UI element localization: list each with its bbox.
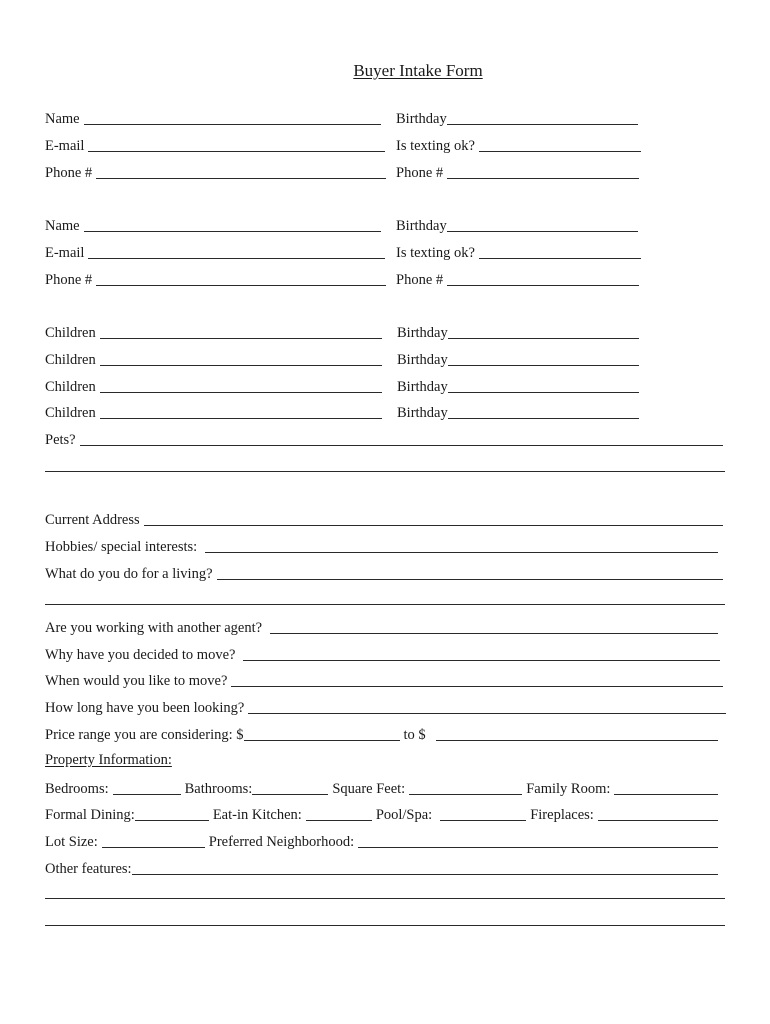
texting-label: Is texting ok?: [396, 245, 475, 261]
email-line[interactable]: [88, 258, 385, 259]
lot-size-line[interactable]: [102, 847, 205, 848]
formal-dining-line[interactable]: [135, 820, 209, 821]
name-line[interactable]: [84, 231, 381, 232]
children-label: Children: [45, 325, 96, 341]
name-line[interactable]: [84, 124, 381, 125]
why-move-label: Why have you decided to move?: [45, 647, 236, 663]
current-address-label: Current Address: [45, 512, 140, 528]
phone-line[interactable]: [96, 285, 386, 286]
price-to-label: to $: [403, 727, 426, 743]
other-features-extra-line-1[interactable]: [45, 898, 725, 899]
phone-line[interactable]: [447, 285, 639, 286]
bedrooms-label: Bedrooms:: [45, 781, 109, 797]
pool-spa-label: Pool/Spa:: [375, 807, 433, 823]
buyer1-phone2-field[interactable]: [396, 162, 639, 182]
children3-birthday-field[interactable]: [397, 376, 639, 396]
square-feet-line[interactable]: [409, 794, 522, 795]
buyer2-email-field[interactable]: [45, 242, 385, 262]
square-feet-label: Square Feet:: [332, 781, 406, 797]
children-line[interactable]: [100, 338, 382, 339]
birthday-line[interactable]: [447, 231, 638, 232]
when-move-line[interactable]: [231, 686, 723, 687]
hobbies-line[interactable]: [205, 552, 718, 553]
email-label: E-mail: [45, 245, 85, 261]
phone-line[interactable]: [96, 178, 386, 179]
bathrooms-label: Bathrooms:: [184, 781, 253, 797]
buyer1-name-field[interactable]: [45, 108, 381, 128]
pets-line[interactable]: [80, 445, 723, 446]
price-range-field[interactable]: [45, 724, 718, 744]
living-line[interactable]: [217, 579, 723, 580]
birthday-line[interactable]: [448, 392, 639, 393]
phone-line[interactable]: [447, 178, 639, 179]
neighborhood-line[interactable]: [358, 847, 718, 848]
buyer1-texting-field[interactable]: [396, 135, 641, 155]
hobbies-label: Hobbies/ special interests:: [45, 539, 198, 555]
lot-size-label: Lot Size:: [45, 834, 98, 850]
email-line[interactable]: [88, 151, 385, 152]
how-long-field[interactable]: [45, 697, 726, 717]
birthday-line[interactable]: [448, 418, 639, 419]
buyer1-phone-field[interactable]: [45, 162, 386, 182]
fireplaces-line[interactable]: [598, 820, 718, 821]
birthday-line[interactable]: [447, 124, 638, 125]
name-label: Name: [45, 218, 80, 234]
buyer1-birthday-field[interactable]: [396, 108, 638, 128]
when-move-label: When would you like to move?: [45, 673, 228, 689]
neighborhood-label: Preferred Neighborhood:: [208, 834, 355, 850]
current-address-line[interactable]: [144, 525, 723, 526]
family-room-line[interactable]: [614, 794, 718, 795]
children-line[interactable]: [100, 392, 382, 393]
texting-label: Is texting ok?: [396, 138, 475, 154]
children-label: Children: [45, 379, 96, 395]
birthday-label: Birthday: [397, 352, 448, 368]
children2-field[interactable]: [45, 349, 382, 369]
birthday-label: Birthday: [397, 379, 448, 395]
when-move-field[interactable]: [45, 670, 723, 690]
fireplaces-label: Fireplaces:: [530, 807, 594, 823]
living-field[interactable]: [45, 563, 723, 583]
pets-extra-line[interactable]: [45, 471, 725, 472]
phone-label: Phone #: [396, 272, 444, 288]
how-long-line[interactable]: [248, 713, 726, 714]
eat-in-kitchen-label: Eat-in Kitchen:: [212, 807, 302, 823]
buyer2-birthday-field[interactable]: [396, 215, 638, 235]
price-to-line[interactable]: [436, 740, 718, 741]
name-label: Name: [45, 111, 80, 127]
other-features-field[interactable]: [45, 858, 718, 878]
buyer2-name-field[interactable]: [45, 215, 381, 235]
phone-label: Phone #: [45, 165, 93, 181]
pets-field[interactable]: [45, 429, 723, 449]
property-row-1: [45, 778, 718, 798]
phone-label: Phone #: [396, 165, 444, 181]
children1-field[interactable]: [45, 322, 382, 342]
other-agent-field[interactable]: [45, 617, 718, 637]
buyer2-phone-field[interactable]: [45, 269, 386, 289]
children-label: Children: [45, 352, 96, 368]
price-from-line[interactable]: [244, 740, 400, 741]
pets-label: Pets?: [45, 432, 76, 448]
children-line[interactable]: [100, 365, 382, 366]
other-agent-line[interactable]: [270, 633, 718, 634]
email-label: E-mail: [45, 138, 85, 154]
other-features-line[interactable]: [132, 874, 718, 875]
birthday-label: Birthday: [396, 218, 447, 234]
texting-line[interactable]: [479, 258, 641, 259]
current-address-field[interactable]: [45, 509, 723, 529]
children3-field[interactable]: [45, 376, 382, 396]
children2-birthday-field[interactable]: [397, 349, 639, 369]
children-line[interactable]: [100, 418, 382, 419]
family-room-label: Family Room:: [526, 781, 611, 797]
buyer2-phone2-field[interactable]: [396, 269, 639, 289]
why-move-line[interactable]: [243, 660, 720, 661]
birthday-label: Birthday: [397, 405, 448, 421]
why-move-field[interactable]: [45, 644, 720, 664]
living-extra-line[interactable]: [45, 604, 725, 605]
eat-in-kitchen-line[interactable]: [306, 820, 372, 821]
form-title: Buyer Intake Form: [353, 61, 483, 80]
property-info-heading: Property Information:: [45, 752, 172, 768]
how-long-label: How long have you been looking?: [45, 700, 245, 716]
price-range-label: Price range you are considering: $: [45, 727, 244, 743]
other-features-label: Other features:: [45, 861, 132, 877]
formal-dining-label: Formal Dining:: [45, 807, 135, 823]
birthday-line[interactable]: [448, 365, 639, 366]
children-label: Children: [45, 405, 96, 421]
children4-field[interactable]: [45, 402, 382, 422]
living-label: What do you do for a living?: [45, 566, 213, 582]
property-row-3: [45, 831, 718, 851]
phone-label: Phone #: [45, 272, 93, 288]
children4-birthday-field[interactable]: [397, 402, 639, 422]
hobbies-field[interactable]: [45, 536, 718, 556]
buyer1-email-field[interactable]: [45, 135, 385, 155]
other-agent-label: Are you working with another agent?: [45, 620, 263, 636]
buyer2-texting-field[interactable]: [396, 242, 641, 262]
other-features-extra-line-2[interactable]: [45, 925, 725, 926]
property-row-2: [45, 804, 718, 824]
birthday-line[interactable]: [448, 338, 639, 339]
birthday-label: Birthday: [397, 325, 448, 341]
children1-birthday-field[interactable]: [397, 322, 639, 342]
pool-spa-line[interactable]: [440, 820, 526, 821]
birthday-label: Birthday: [396, 111, 447, 127]
bathrooms-line[interactable]: [252, 794, 328, 795]
bedrooms-line[interactable]: [113, 794, 181, 795]
texting-line[interactable]: [479, 151, 641, 152]
